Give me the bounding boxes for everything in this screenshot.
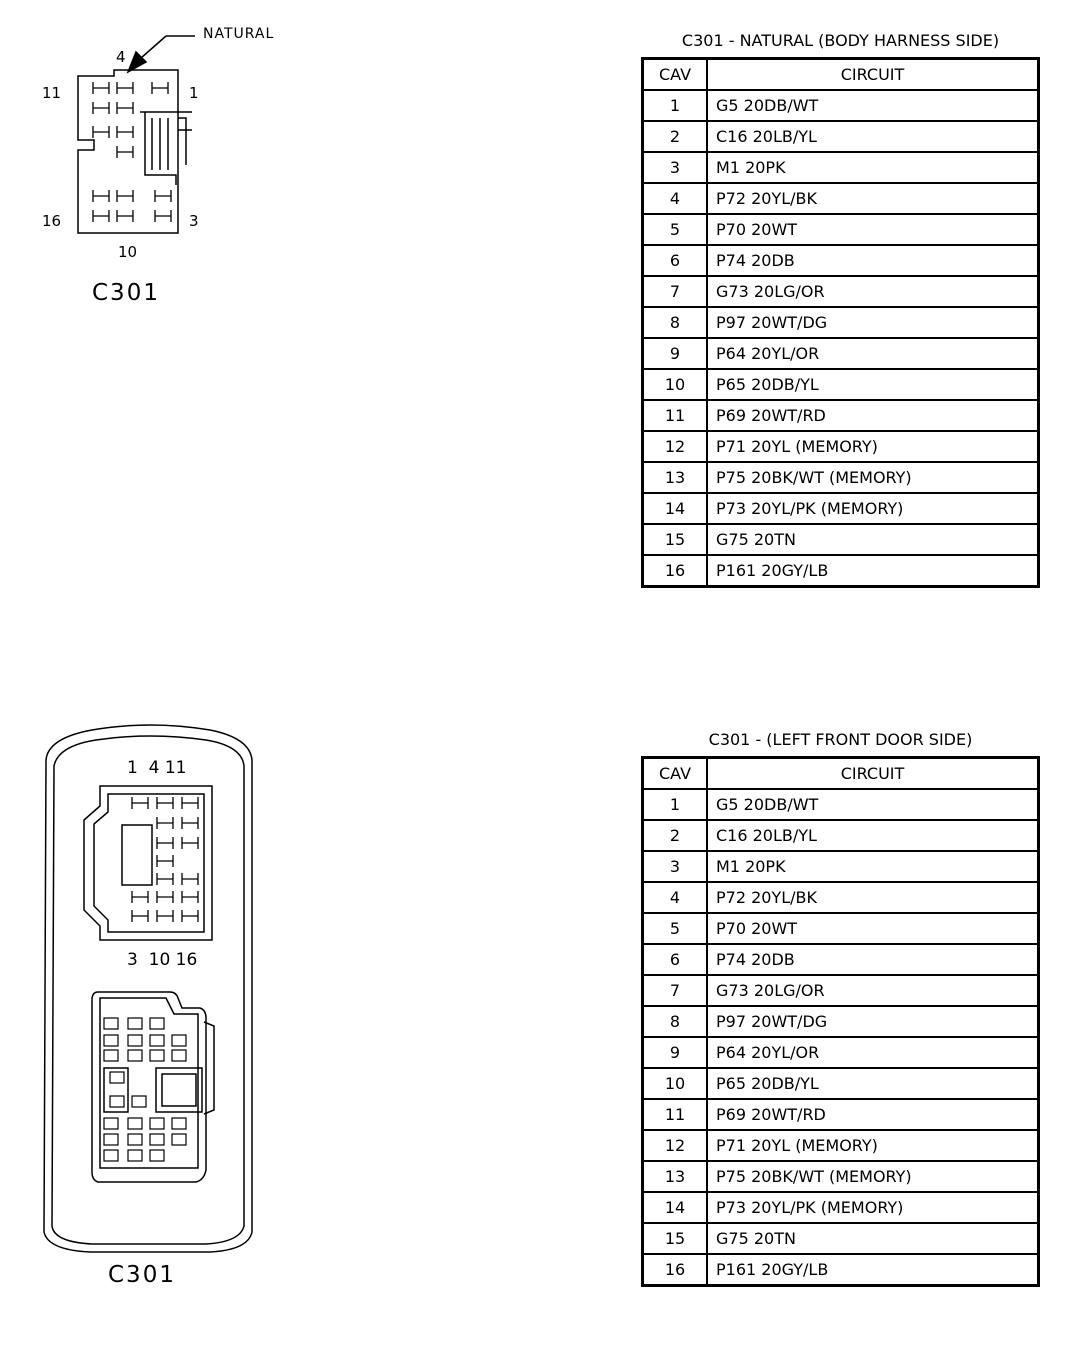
terminal-pin bbox=[132, 797, 148, 809]
cav-cell: 7 bbox=[643, 975, 708, 1006]
table-row bbox=[643, 400, 1039, 431]
pin-label-11: 11 bbox=[42, 84, 62, 102]
cav-cell: 10 bbox=[643, 1068, 708, 1099]
table-row bbox=[643, 431, 1039, 462]
terminal-pin bbox=[157, 873, 173, 885]
terminal-pin bbox=[155, 210, 171, 222]
cav-cell: 11 bbox=[643, 1099, 708, 1130]
circuit-cell: G73 20LG/OR bbox=[707, 276, 1039, 307]
connector-bottom-label: C301 bbox=[108, 1262, 176, 1288]
terminal-cavity bbox=[104, 1118, 118, 1129]
table-top-body bbox=[643, 90, 1039, 587]
table-row bbox=[643, 152, 1039, 183]
table-row bbox=[643, 369, 1039, 400]
circuit-cell: G5 20DB/WT bbox=[707, 789, 1039, 820]
table-row bbox=[643, 913, 1039, 944]
circuit-header: CIRCUIT bbox=[707, 59, 1039, 91]
terminal-cavity bbox=[128, 1134, 142, 1145]
circuit-cell: P70 20WT bbox=[707, 214, 1039, 245]
circuit-cell: P72 20YL/BK bbox=[707, 183, 1039, 214]
connector-bottom-lower-pins bbox=[104, 1018, 186, 1161]
table-row bbox=[643, 1037, 1039, 1068]
terminal-pin bbox=[117, 190, 133, 202]
cav-cell: 16 bbox=[643, 1254, 708, 1286]
circuit-cell: P75 20BK/WT (MEMORY) bbox=[707, 1161, 1039, 1192]
table-row bbox=[643, 214, 1039, 245]
circuit-cell: G5 20DB/WT bbox=[707, 90, 1039, 121]
table-row bbox=[643, 1161, 1039, 1192]
table-row bbox=[643, 1130, 1039, 1161]
circuit-cell: P74 20DB bbox=[707, 944, 1039, 975]
table-bottom bbox=[641, 756, 1040, 1287]
terminal-pin bbox=[157, 837, 173, 849]
circuit-cell: P74 20DB bbox=[707, 245, 1039, 276]
circuit-cell: G73 20LG/OR bbox=[707, 975, 1039, 1006]
cav-cell: 8 bbox=[643, 1006, 708, 1037]
terminal-cavity bbox=[104, 1018, 118, 1029]
table-row bbox=[643, 245, 1039, 276]
terminal-pin bbox=[182, 837, 198, 849]
cav-cell: 6 bbox=[643, 944, 708, 975]
circuit-cell: P64 20YL/OR bbox=[707, 1037, 1039, 1068]
terminal-pin bbox=[93, 210, 109, 222]
circuit-cell: P65 20DB/YL bbox=[707, 369, 1039, 400]
terminal-cavity bbox=[128, 1150, 142, 1161]
cav-cell: 12 bbox=[643, 1130, 708, 1161]
circuit-cell: P72 20YL/BK bbox=[707, 882, 1039, 913]
table-row bbox=[643, 882, 1039, 913]
terminal-pin bbox=[132, 891, 148, 903]
circuit-cell: C16 20LB/YL bbox=[707, 121, 1039, 152]
cav-cell: 16 bbox=[643, 555, 708, 587]
pin-label-16: 16 bbox=[42, 212, 62, 230]
cav-cell: 14 bbox=[643, 493, 708, 524]
table-row bbox=[643, 462, 1039, 493]
table-row bbox=[643, 338, 1039, 369]
circuit-cell: C16 20LB/YL bbox=[707, 820, 1039, 851]
natural-callout-arrow bbox=[128, 36, 195, 72]
table-row bbox=[643, 1099, 1039, 1130]
table-row bbox=[643, 1192, 1039, 1223]
cav-cell: 8 bbox=[643, 307, 708, 338]
terminal-pin bbox=[157, 855, 173, 867]
terminal-cavity bbox=[104, 1035, 118, 1046]
terminal-pin bbox=[182, 891, 198, 903]
terminal-pin bbox=[152, 82, 168, 94]
terminal-cavity bbox=[128, 1050, 142, 1061]
table-row bbox=[643, 851, 1039, 882]
circuit-cell: P69 20WT/RD bbox=[707, 1099, 1039, 1130]
connector-bottom-lower-face bbox=[92, 992, 214, 1182]
terminal-cavity bbox=[128, 1018, 142, 1029]
terminal-pin bbox=[157, 797, 173, 809]
connector-bottom-upper-pins bbox=[132, 797, 198, 922]
circuit-cell: P73 20YL/PK (MEMORY) bbox=[707, 493, 1039, 524]
cav-cell: 6 bbox=[643, 245, 708, 276]
cav-cell: 11 bbox=[643, 400, 708, 431]
terminal-pin bbox=[182, 910, 198, 922]
terminal-pin bbox=[157, 817, 173, 829]
table-row bbox=[643, 555, 1039, 587]
natural-label: NATURAL bbox=[203, 26, 275, 42]
circuit-cell: M1 20PK bbox=[707, 851, 1039, 882]
table-bottom-body bbox=[643, 789, 1039, 1286]
cav-cell: 10 bbox=[643, 369, 708, 400]
circuit-cell: P97 20WT/DG bbox=[707, 307, 1039, 338]
terminal-cavity bbox=[150, 1018, 164, 1029]
pin-label-3: 3 bbox=[189, 212, 199, 230]
circuit-header: CIRCUIT bbox=[707, 758, 1039, 790]
terminal-pin bbox=[117, 126, 133, 138]
table-row bbox=[643, 276, 1039, 307]
terminal-cavity bbox=[110, 1072, 124, 1083]
cav-cell: 5 bbox=[643, 913, 708, 944]
table-row bbox=[643, 1223, 1039, 1254]
terminal-pin bbox=[93, 82, 109, 94]
cav-cell: 9 bbox=[643, 338, 708, 369]
terminal-pin bbox=[117, 210, 133, 222]
terminal-pin bbox=[117, 102, 133, 114]
pin-label-4: 4 bbox=[116, 48, 126, 66]
cav-cell: 3 bbox=[643, 851, 708, 882]
circuit-cell: P75 20BK/WT (MEMORY) bbox=[707, 462, 1039, 493]
cav-cell: 3 bbox=[643, 152, 708, 183]
terminal-pin bbox=[182, 797, 198, 809]
circuit-cell: P70 20WT bbox=[707, 913, 1039, 944]
pin-label-1: 1 bbox=[189, 84, 199, 102]
terminal-pin bbox=[182, 817, 198, 829]
circuit-cell: P71 20YL (MEMORY) bbox=[707, 1130, 1039, 1161]
terminal-pin bbox=[182, 873, 198, 885]
table-top bbox=[641, 57, 1040, 588]
circuit-cell: P73 20YL/PK (MEMORY) bbox=[707, 1192, 1039, 1223]
terminal-cavity bbox=[172, 1035, 186, 1046]
terminal-pin bbox=[155, 190, 171, 202]
terminal-cavity bbox=[150, 1134, 164, 1145]
table-row bbox=[643, 975, 1039, 1006]
circuit-cell: P97 20WT/DG bbox=[707, 1006, 1039, 1037]
bottom-connector-bottom-pins: 3 10 16 bbox=[127, 950, 198, 970]
table-bottom-title: C301 - (LEFT FRONT DOOR SIDE) bbox=[708, 730, 973, 749]
terminal-pin bbox=[157, 910, 173, 922]
terminal-cavity bbox=[172, 1134, 186, 1145]
table-row bbox=[643, 820, 1039, 851]
table-row bbox=[643, 493, 1039, 524]
cav-cell: 4 bbox=[643, 183, 708, 214]
table-row bbox=[643, 90, 1039, 121]
table-row bbox=[643, 121, 1039, 152]
terminal-cavity bbox=[132, 1096, 146, 1107]
terminal-pin bbox=[117, 82, 133, 94]
terminal-cavity bbox=[128, 1035, 142, 1046]
cav-cell: 1 bbox=[643, 789, 708, 820]
cav-cell: 7 bbox=[643, 276, 708, 307]
cav-cell: 13 bbox=[643, 462, 708, 493]
cav-header: CAV bbox=[643, 758, 708, 790]
circuit-cell: G75 20TN bbox=[707, 524, 1039, 555]
circuit-cell: P161 20GY/LB bbox=[707, 1254, 1039, 1286]
table-header-row bbox=[643, 59, 1039, 91]
cav-cell: 2 bbox=[643, 820, 708, 851]
terminal-pin bbox=[93, 190, 109, 202]
terminal-cavity bbox=[172, 1050, 186, 1061]
cav-cell: 14 bbox=[643, 1192, 708, 1223]
connector-top-face bbox=[78, 70, 192, 233]
cav-cell: 9 bbox=[643, 1037, 708, 1068]
table-row bbox=[643, 307, 1039, 338]
cav-cell: 13 bbox=[643, 1161, 708, 1192]
terminal-cavity bbox=[128, 1118, 142, 1129]
terminal-cavity bbox=[150, 1118, 164, 1129]
circuit-cell: P65 20DB/YL bbox=[707, 1068, 1039, 1099]
terminal-pin bbox=[157, 891, 173, 903]
cav-cell: 1 bbox=[643, 90, 708, 121]
cav-cell: 4 bbox=[643, 882, 708, 913]
table-row bbox=[643, 944, 1039, 975]
circuit-cell: P161 20GY/LB bbox=[707, 555, 1039, 587]
terminal-cavity bbox=[150, 1150, 164, 1161]
cav-cell: 15 bbox=[643, 1223, 708, 1254]
circuit-cell: G75 20TN bbox=[707, 1223, 1039, 1254]
bottom-connector-top-pins: 1 4 11 bbox=[127, 758, 187, 778]
table-row bbox=[643, 183, 1039, 214]
cav-cell: 2 bbox=[643, 121, 708, 152]
terminal-pin bbox=[117, 146, 133, 158]
table-header-row bbox=[643, 758, 1039, 790]
table-row bbox=[643, 524, 1039, 555]
cav-cell: 12 bbox=[643, 431, 708, 462]
circuit-cell: P64 20YL/OR bbox=[707, 338, 1039, 369]
terminal-cavity bbox=[172, 1118, 186, 1129]
terminal-cavity bbox=[110, 1096, 124, 1107]
table-row bbox=[643, 1068, 1039, 1099]
connector-top-label: C301 bbox=[92, 280, 160, 306]
circuit-cell: P71 20YL (MEMORY) bbox=[707, 431, 1039, 462]
terminal-pin bbox=[93, 126, 109, 138]
cav-header: CAV bbox=[643, 59, 708, 91]
terminal-cavity bbox=[104, 1134, 118, 1145]
cav-cell: 15 bbox=[643, 524, 708, 555]
table-row bbox=[643, 1254, 1039, 1286]
terminal-cavity bbox=[104, 1050, 118, 1061]
terminal-pin bbox=[132, 910, 148, 922]
circuit-cell: M1 20PK bbox=[707, 152, 1039, 183]
cav-cell: 5 bbox=[643, 214, 708, 245]
circuit-cell: P69 20WT/RD bbox=[707, 400, 1039, 431]
table-top-title: C301 - NATURAL (BODY HARNESS SIDE) bbox=[681, 31, 1000, 50]
pin-label-10: 10 bbox=[118, 243, 138, 261]
terminal-cavity bbox=[104, 1150, 118, 1161]
table-row bbox=[643, 1006, 1039, 1037]
terminal-pin bbox=[93, 102, 109, 114]
table-row bbox=[643, 789, 1039, 820]
terminal-cavity bbox=[150, 1050, 164, 1061]
terminal-cavity bbox=[150, 1035, 164, 1046]
